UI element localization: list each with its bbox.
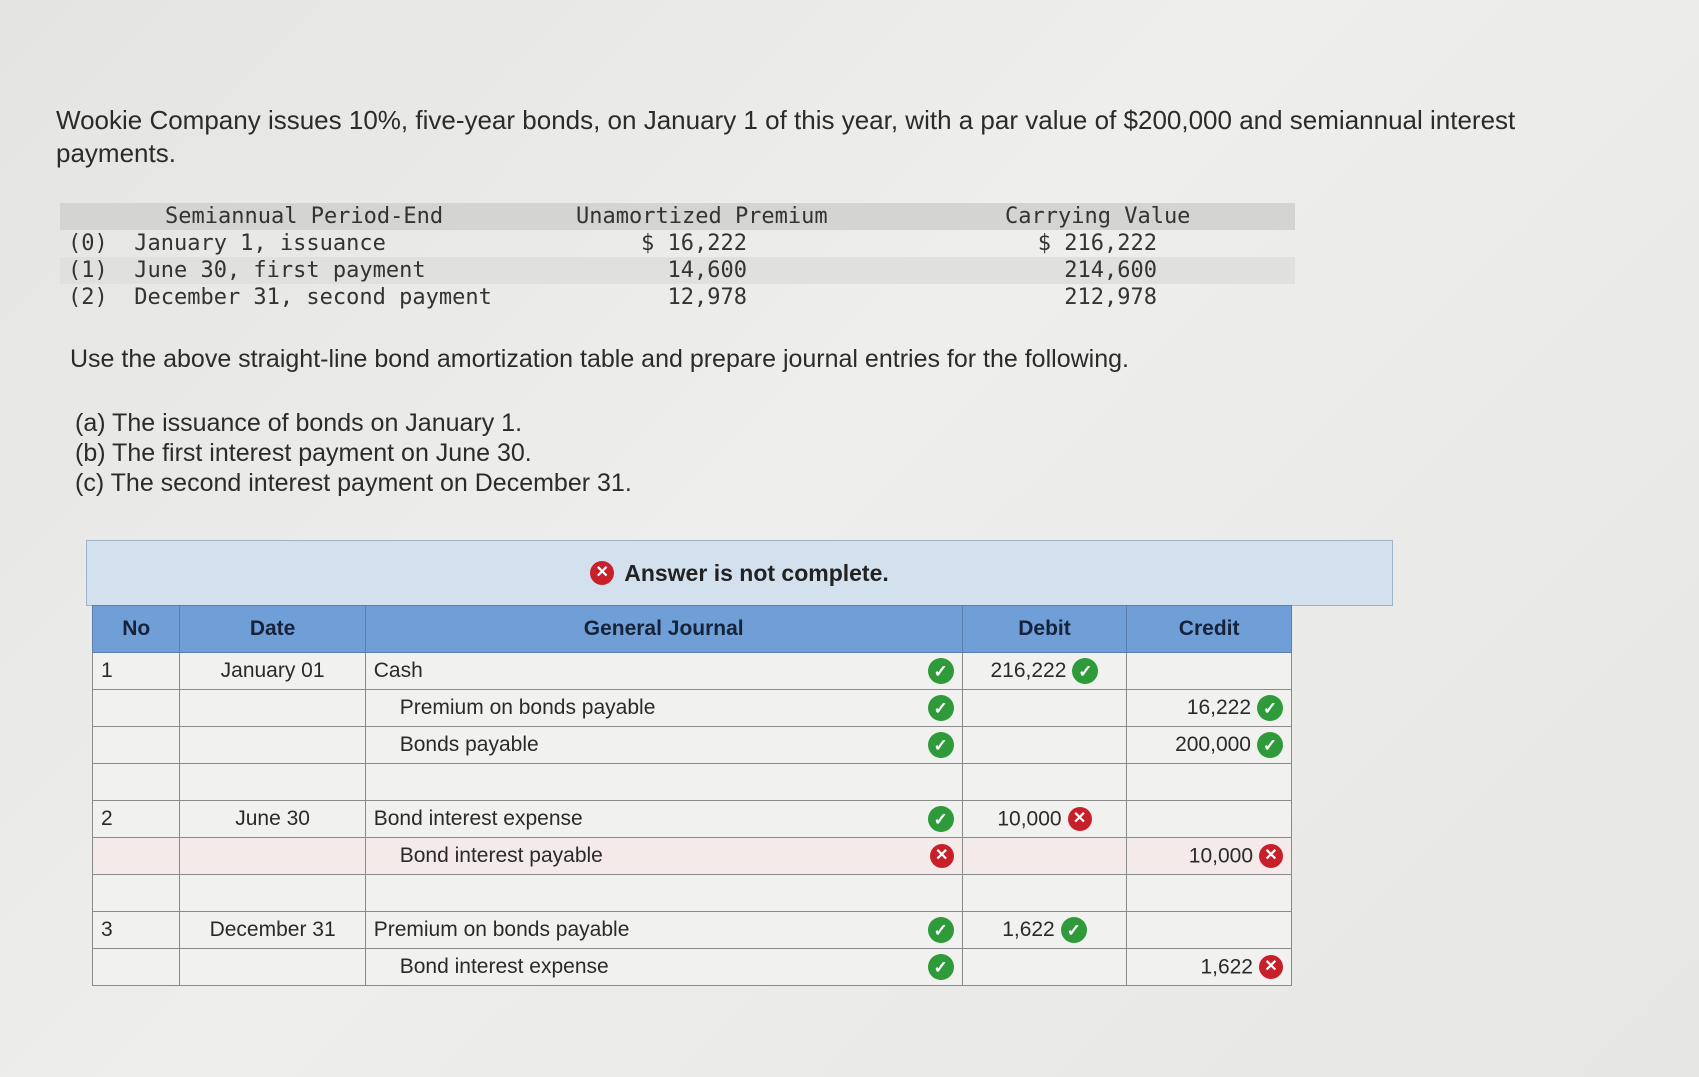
table-row (93, 764, 1292, 801)
debit-cell[interactable] (962, 764, 1127, 801)
check-circle-icon: ✓ (928, 658, 954, 684)
check-circle-icon: ✓ (928, 954, 954, 980)
header-premium: Unamortized Premium (576, 204, 828, 229)
debit-cell[interactable] (962, 690, 1127, 727)
column-header-no: No (93, 606, 180, 653)
entry-number (93, 838, 180, 875)
credit-amount: 16,222 (1186, 696, 1251, 719)
entry-number (93, 875, 180, 912)
account-name: Cash (373, 659, 423, 682)
entry-number (93, 727, 180, 764)
entry-date[interactable] (180, 838, 365, 875)
journal-entry-table (92, 605, 1292, 986)
table-row (93, 727, 1292, 764)
check-circle-icon: ✓ (1257, 732, 1283, 758)
entry-number (93, 764, 180, 801)
amortization-header-row (60, 203, 1295, 230)
debit-cell[interactable] (962, 838, 1127, 875)
instruction-text: Use the above straight-line bond amortization table and prepare journal entries for the following. (70, 345, 1129, 373)
table-row (93, 949, 1292, 986)
premium-value: $ 16,222 (641, 231, 747, 256)
account-cell[interactable] (365, 764, 962, 801)
entry-number (93, 690, 180, 727)
entry-date[interactable]: December 31 (180, 912, 365, 949)
account-name: Bond interest expense (373, 807, 583, 830)
column-header-general-journal: General Journal (365, 606, 962, 653)
credit-cell[interactable] (1127, 838, 1292, 875)
credit-cell[interactable] (1127, 653, 1292, 690)
credit-amount: 10,000 (1188, 844, 1253, 868)
check-circle-icon: ✓ (928, 806, 954, 832)
x-circle-icon: ✕ (590, 561, 614, 585)
credit-cell[interactable] (1127, 875, 1292, 912)
question-parts (75, 408, 632, 498)
amortization-row (60, 230, 1295, 257)
credit-cell[interactable] (1127, 801, 1292, 838)
check-circle-icon: ✓ (1257, 695, 1283, 721)
table-row (93, 875, 1292, 912)
account-name: Bond interest payable (399, 844, 603, 867)
premium-value: 12,978 (667, 285, 747, 310)
table-row (93, 690, 1292, 727)
account-cell[interactable] (365, 727, 962, 764)
credit-cell[interactable] (1127, 690, 1292, 727)
entry-date[interactable] (180, 764, 365, 801)
account-name: Premium on bonds payable (373, 918, 630, 941)
account-cell[interactable] (365, 949, 962, 986)
credit-cell[interactable] (1127, 912, 1292, 949)
answer-status-text: Answer is not complete. (624, 559, 889, 586)
header-carrying: Carrying Value (1005, 204, 1191, 229)
debit-cell[interactable] (962, 801, 1127, 838)
entry-date[interactable] (180, 690, 365, 727)
column-header-date: Date (180, 606, 365, 653)
carrying-value: $ 216,222 (1037, 231, 1157, 256)
check-circle-icon: ✓ (928, 917, 954, 943)
x-circle-icon: ✕ (930, 844, 954, 868)
x-circle-icon: ✕ (1068, 807, 1092, 831)
account-name: Bond interest expense (399, 955, 609, 978)
credit-amount: 1,622 (1200, 955, 1253, 979)
column-header-debit: Debit (962, 606, 1127, 653)
column-header-credit: Credit (1127, 606, 1292, 653)
period-label: (2) December 31, second payment (68, 285, 492, 310)
entry-date[interactable] (180, 875, 365, 912)
account-name: Bonds payable (399, 733, 539, 756)
debit-amount: 1,622 (1002, 918, 1055, 941)
debit-cell[interactable] (962, 912, 1127, 949)
entry-date[interactable]: June 30 (180, 801, 365, 838)
check-circle-icon: ✓ (1061, 917, 1087, 943)
debit-cell[interactable] (962, 653, 1127, 690)
carrying-value: 212,978 (1064, 285, 1157, 310)
entry-number: 1 (93, 653, 180, 690)
check-circle-icon: ✓ (928, 732, 954, 758)
check-circle-icon: ✓ (1072, 658, 1098, 684)
period-label: (0) January 1, issuance (68, 231, 386, 256)
table-row (93, 838, 1292, 875)
debit-cell[interactable] (962, 875, 1127, 912)
account-cell[interactable] (365, 875, 962, 912)
part-a: (a) The issuance of bonds on January 1. (75, 409, 523, 437)
debit-cell[interactable] (962, 949, 1127, 986)
entry-date[interactable]: January 01 (180, 653, 365, 690)
period-label: (1) June 30, first payment (68, 258, 426, 283)
amortization-table (60, 203, 1295, 311)
amortization-row (60, 284, 1295, 311)
entry-date[interactable] (180, 949, 365, 986)
problem-statement: Wookie Company issues 10%, five-year bonds, on January 1 of this year, with a par value of $200,000 and semiannual interest payments. (56, 105, 1516, 168)
entry-number: 2 (93, 801, 180, 838)
credit-amount: 200,000 (1175, 733, 1251, 756)
credit-cell[interactable] (1127, 949, 1292, 986)
table-row (93, 912, 1292, 949)
credit-cell[interactable] (1127, 727, 1292, 764)
account-cell[interactable] (365, 690, 962, 727)
debit-cell[interactable] (962, 727, 1127, 764)
account-cell[interactable] (365, 912, 962, 949)
journal-header-row (93, 606, 1292, 653)
part-b: (b) The first interest payment on June 30. (75, 439, 532, 467)
account-cell[interactable] (365, 838, 962, 875)
answer-status-banner (86, 540, 1393, 606)
header-period: Semiannual Period-End (165, 204, 444, 229)
table-row (93, 801, 1292, 838)
debit-amount: 216,222 (990, 659, 1067, 682)
part-c: (c) The second interest payment on December 31. (75, 469, 632, 497)
debit-amount: 10,000 (997, 807, 1062, 831)
table-row (93, 653, 1292, 690)
account-name: Premium on bonds payable (399, 696, 656, 719)
premium-value: 14,600 (667, 258, 747, 283)
check-circle-icon: ✓ (928, 695, 954, 721)
entry-number: 3 (93, 912, 180, 949)
account-cell[interactable] (365, 801, 962, 838)
entry-date[interactable] (180, 727, 365, 764)
entry-number (93, 949, 180, 986)
carrying-value: 214,600 (1064, 258, 1157, 283)
x-circle-icon: ✕ (1259, 955, 1283, 979)
x-circle-icon: ✕ (1259, 844, 1283, 868)
credit-cell[interactable] (1127, 764, 1292, 801)
account-cell[interactable] (365, 653, 962, 690)
amortization-row (60, 257, 1295, 284)
